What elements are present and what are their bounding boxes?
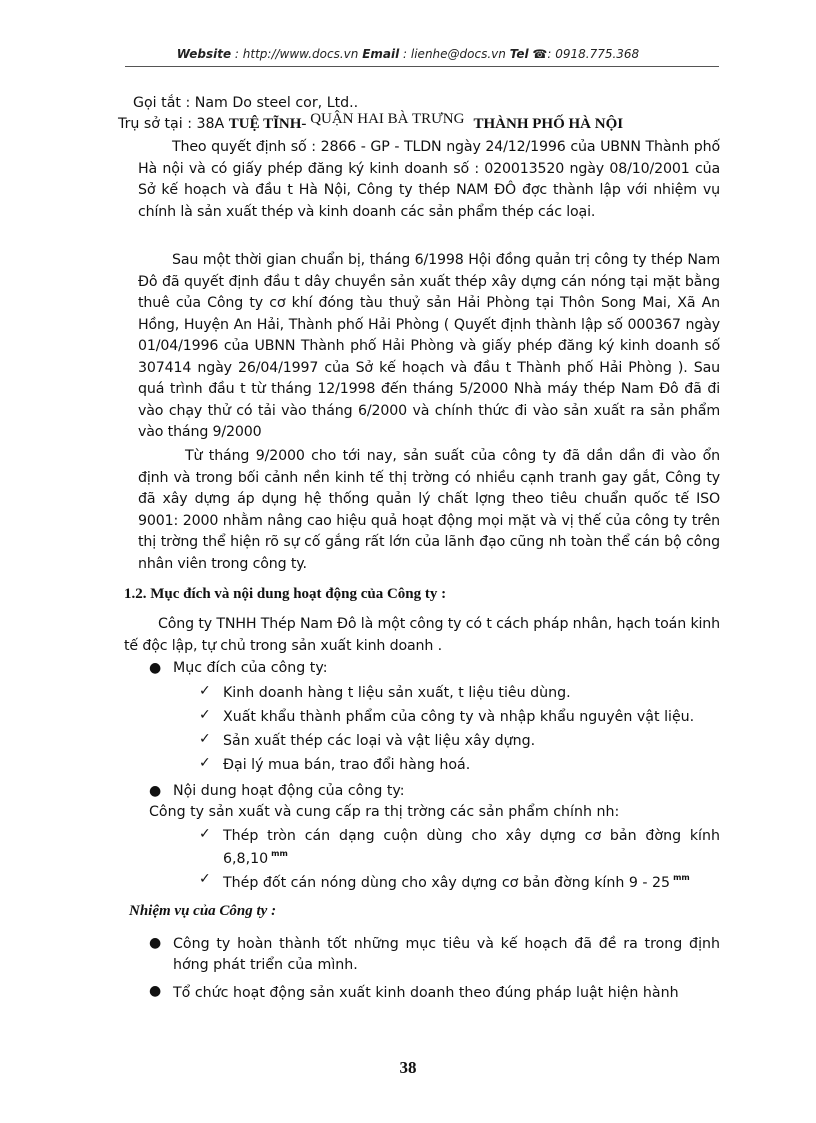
product-2-line xyxy=(223,873,690,891)
content-intro: Công ty sản xuất và cung cấp ra thị trờng các sản phẩm chính nh: xyxy=(149,804,620,820)
checkmark-icon: ✓ xyxy=(199,826,211,842)
purpose-title: Mục đích của công ty: xyxy=(173,660,328,676)
purpose-item: Sản xuất thép các loại và vật liệu xây dựng. xyxy=(223,733,536,749)
address-street: TUỆ TĨNH- xyxy=(228,116,311,132)
header-rule xyxy=(125,66,719,67)
paragraph-2: Sau một thời gian chuẩn bị, tháng 6/1998 Hội đồng quản trị công ty thép Nam Đô đã quyết định đầu t dây chuyền sản xuất thép xây dựng cán nóng tại mặt bằng thuê của Công ty cơ khí đóng tàu thuỷ sản Hải Phòng tại Thôn Song Mai, Xã An Hồng, Huyện An Hải, Thành phố Hải Phòng ( Quyết định thành lập số 000367 ngày 01/04/1996 của UBNN Thành phố Hải Phòng và giấy phép đăng ký kinh doanh số 307414 ngày 26/04/1997 của Sở kế hoạch và đầu t Thành phố Hải Phòng ). Sau quá trình đầu t từ tháng 12/1998 đến tháng 5/2000 Nhà máy thép Nam Đô đã đi vào chạy thử có tải vào tháng 6/2000 và chính thức đi vào sản xuất ra sản phẩm vào tháng 9/2000 xyxy=(138,252,720,440)
bullet-icon: ● xyxy=(149,935,162,951)
product-1-unit: mm xyxy=(271,849,288,858)
tel-value: : 0918.775.368 xyxy=(547,47,640,61)
product-1-sizes: 6,8,10 xyxy=(223,851,269,867)
section-heading-1-2: 1.2. Mục đích và nội dung hoạt động của Công ty : xyxy=(124,586,447,602)
paragraph-1: Theo quyết định số : 2866 - GP - TLDN ngày 24/12/1996 của UBNN Thành phố Hà nội và có giấy phép đăng ký kinh doanh số : 020013520 ngày 08/10/2001 của Sở kế hoạch và đầu t Hà Nội, Công ty thép NAM ĐÔ đợc thành lập với nhiệm vụ chính là sản xuất thép và kinh doanh các sản phẩm thép các loại. xyxy=(138,139,720,220)
paragraph-1-block xyxy=(138,137,720,223)
website-label: Website xyxy=(176,47,232,61)
short-name-line: Gọi tắt : Nam Do steel cor, Ltd.. xyxy=(133,95,359,111)
address-prefix: Trụ sở tại : 38A xyxy=(118,116,229,132)
paragraph-3-block xyxy=(138,446,720,575)
paragraph-2-block xyxy=(138,250,720,444)
paragraph-3: Từ tháng 9/2000 cho tới nay, sản suất của công ty đã dần dần đi vào ổn định và trong bối cảnh nền kinh tế thị trờng có nhiều cạnh tranh gay gắt, Công ty đã xây dựng áp dụng hệ thống quản lý chất lợng theo tiêu chuẩn quốc tế ISO 9001: 2000 nhằm nâng cao hiệu quả hoạt động mọi mặt và vị thế của công ty trên thị trờng thể hiện rõ sự cố gắng rất lớn của lãnh đạo cũng nh toàn thể cán bộ công nhân viên trong công ty. xyxy=(138,448,720,572)
address-line xyxy=(118,111,624,133)
email-label: Email xyxy=(362,47,400,61)
product-2: Thép đốt cán nóng dùng cho xây dựng cơ bản đờng kính 9 - 25 xyxy=(223,875,671,891)
checkmark-icon: ✓ xyxy=(199,707,211,723)
section-intro-block xyxy=(124,614,720,657)
purpose-item: Đại lý mua bán, trao đổi hàng hoá. xyxy=(223,757,471,773)
bullet-icon: ● xyxy=(149,660,162,676)
email-value: : lienhe@docs.vn xyxy=(399,47,510,61)
website-value: : http://www.docs.vn xyxy=(231,47,363,61)
checkmark-icon: ✓ xyxy=(199,683,211,699)
section-intro: Công ty TNHH Thép Nam Đô là một công ty có t cách pháp nhân, hạch toán kinh tế độc lập, tự chủ trong sản xuất kinh doanh . xyxy=(124,616,720,654)
phone-icon: ☎ xyxy=(532,47,548,61)
purpose-item: Kinh doanh hàng t liệu sản xuất, t liệu tiêu dùng. xyxy=(223,685,571,701)
task-2: Tổ chức hoạt động sản xuất kinh doanh theo đúng pháp luật hiện hành xyxy=(173,985,679,1001)
page-number: 38 xyxy=(399,1058,417,1077)
tasks-heading: Nhiệm vụ của Công ty : xyxy=(129,903,277,919)
content-title: Nội dung hoạt động của công ty: xyxy=(173,783,405,799)
product-2-unit: mm xyxy=(673,873,690,882)
bullet-icon: ● xyxy=(149,783,162,799)
page-header xyxy=(0,47,816,61)
task-1-line-1: Công ty hoàn thành tốt những mục tiêu và kế hoạch đã đề ra trong định xyxy=(173,936,720,952)
product-1-line-1: Thép tròn cán dạng cuộn dùng cho xây dựng cơ bản đờng kính xyxy=(223,828,720,844)
bullet-icon: ● xyxy=(149,983,162,999)
product-1-line-2 xyxy=(223,849,288,867)
checkmark-icon: ✓ xyxy=(199,755,211,771)
checkmark-icon: ✓ xyxy=(199,871,211,887)
address-city: THÀNH PHỐ HÀ NỘI xyxy=(473,116,624,132)
purpose-item: Xuất khẩu thành phẩm của công ty và nhập khẩu nguyên vật liệu. xyxy=(223,709,695,725)
task-1-line-2: hớng phát triển của mình. xyxy=(173,957,358,973)
checkmark-icon: ✓ xyxy=(199,731,211,747)
tel-label: Tel xyxy=(509,47,529,61)
address-district: QUẬN HAI BÀ TRƯNG xyxy=(310,111,465,127)
